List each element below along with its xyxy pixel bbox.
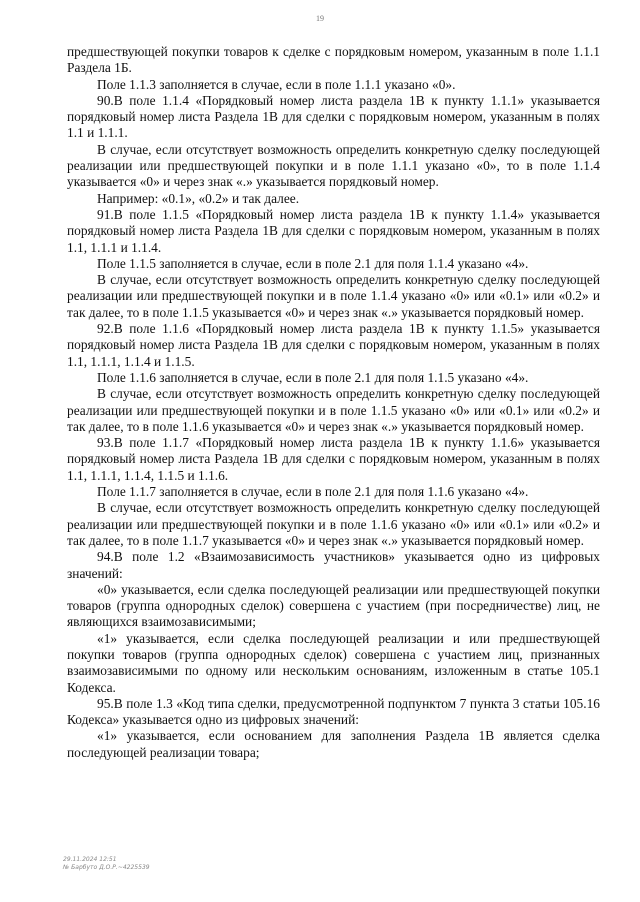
paragraph: В случае, если отсутствует возможность определить конкретную сделку последующей реализации или предшествующей покупки и в поле 1.1.4 указано «0» или «0.1» или «0.2» и так далее, то в поле 1.1.5 указывается «0» и через знак «.» указывается порядковый номер. [67,272,600,320]
paragraph: «1» указывается, если сделка последующей реализации и или предшествующей покупки товаров (группа однородных сделок) совершена с участием лиц, признанных взаимозависимыми по одному или нескольким основаниям, изложенным в статье 105.1 Кодекса. [67,630,600,695]
paragraph: В случае, если отсутствует возможность определить конкретную сделку последующей реализации или предшествующей покупки и в поле 1.1.1 указано «0», то в поле 1.1.4 указывается «0» и через знак «.» указывается порядковый номер. [67,141,600,190]
footer-stamp [63,856,150,872]
paragraph: Поле 1.1.7 заполняется в случае, если в поле 2.1 для поля 1.1.6 указано «4». [97,484,529,500]
paragraph: 90.В поле 1.1.4 «Порядковый номер листа раздела 1В к пункту 1.1.1» указывается порядковый номер листа Раздела 1В для сделки с порядковым номером, указанным в полях 1.1 и 1.1.1. [67,92,600,141]
footer-registration: № Барбуто Д.О.Р.~4225539 [63,864,150,871]
page-number: 19 [316,14,324,23]
paragraph: В случае, если отсутствует возможность определить конкретную сделку последующей реализации или предшествующей покупки и в поле 1.1.6 указано «0» или «0.1» или «0.2» и так далее, то в поле 1.1.7 указывается «0» и через знак «.» указывается порядковый номер. [67,500,600,548]
paragraph: 92.В поле 1.1.6 «Порядковый номер листа раздела 1В к пункту 1.1.5» указывается порядковый номер листа Раздела 1В для сделки с порядковым номером, указанным в полях 1.1, 1.1.1, 1.1.4 и 1.1.5. [67,321,600,369]
paragraph: Поле 1.1.6 заполняется в случае, если в поле 2.1 для поля 1.1.5 указано «4». [97,369,529,385]
paragraph: Поле 1.1.3 заполняется в случае, если в поле 1.1.1 указано «0». [97,76,456,92]
paragraph: В случае, если отсутствует возможность определить конкретную сделку последующей реализации или предшествующей покупки и в поле 1.1.5 указано «0» или «0.1» или «0.2» и так далее, то в поле 1.1.6 указывается «0» и через знак «.» указывается порядковый номер. [67,386,600,434]
paragraph: 94.В поле 1.2 «Взаимозависимость участников» указывается одно из цифровых значений: [67,549,600,581]
paragraph: «0» указывается, если сделка последующей реализации или предшествующей покупки товаров (группа однородных сделок) совершена с участием (при посредничестве) лиц, не являющихся взаимозависимыми; [67,581,600,630]
paragraph: Поле 1.1.5 заполняется в случае, если в поле 2.1 для поля 1.1.4 указано «4». [97,255,529,271]
paragraph: «1» указывается, если основанием для заполнения Раздела 1В является сделка последующей реализации товара; [67,728,600,760]
paragraph: 93.В поле 1.1.7 «Порядковый номер листа раздела 1В к пункту 1.1.6» указывается порядковый номер листа Раздела 1В для сделки с порядковым номером, указанным в полях 1.1, 1.1.1, 1.1.4, 1.1.5 и 1.1.6. [67,435,600,483]
document-body [67,44,600,761]
paragraph: предшествующей покупки товаров к сделке с порядковым номером, указанным в поле 1.1.1 Раздела 1Б. [67,44,600,76]
paragraph: 91.В поле 1.1.5 «Порядковый номер листа раздела 1В к пункту 1.1.4» указывается порядковый номер листа Раздела 1В для сделки с порядковым номером, указанным в полях 1.1, 1.1.1 и 1.1.4. [67,206,600,255]
paragraph: 95.В поле 1.3 «Код типа сделки, предусмотренной подпунктом 7 пункта 3 статьи 105.16 Кодекса» указывается одно из цифровых значений: [67,695,600,728]
footer-timestamp: 29.11.2024 12:51 [63,856,117,863]
paragraph: Например: «0.1», «0.2» и так далее. [97,190,300,206]
